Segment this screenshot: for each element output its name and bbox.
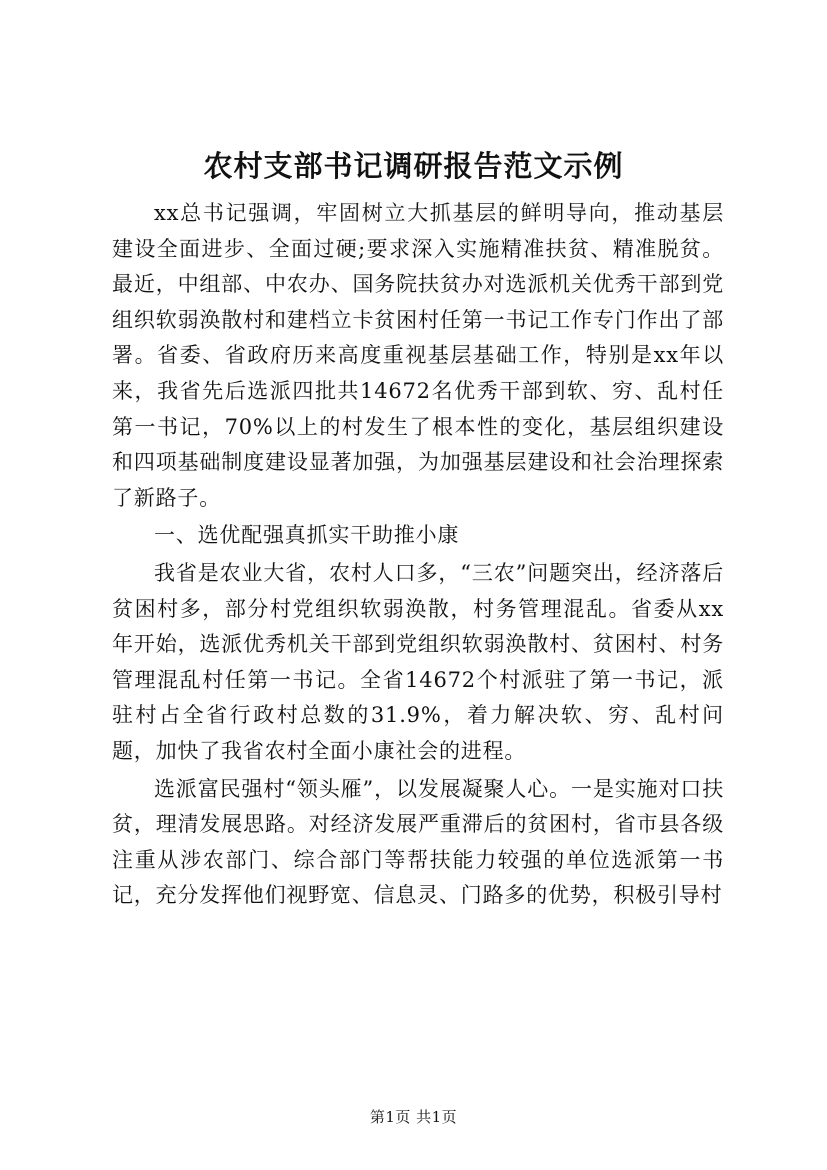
section-heading: 一、选优配强真抓实干助推小康 [154, 523, 460, 548]
document-body [112, 196, 724, 914]
paragraph-province: 我省是农业大省，农村人口多，“三农”问题突出，经济落后贫困村多，部分村党组织软弱涣散，村务管理混乱。省委从xx年开始，选派优秀机关干部到党组织软弱涣散村、贫困村、村务管理混乱村任第一书记。全省14672个村派驻了第一书记，派驻村占全省行政村总数的31.9%，着力解决软、穷、乱村问题，加快了我省农村全面小康社会的进程。 [112, 560, 724, 763]
paragraph-leaders: 选派富民强村“领头雁”，以发展凝聚人心。一是实施对口扶贫，理清发展思路。对经济发展严重滞后的贫困村，省市县各级注重从涉农部门、综合部门等帮扶能力较强的单位选派第一书记，充分发挥他们视野宽、信息灵、门路多的优势，积极引导村 [112, 776, 724, 908]
paragraph-intro: xx总书记强调，牢固树立大抓基层的鲜明导向，推动基层建设全面进步、全面过硬;要求深入实施精准扶贫、精准脱贫。最近，中组部、中农办、国务院扶贫办对选派机关优秀干部到党组织软弱涣散村和建档立卡贫困村任第一书记工作专门作出了部署。省委、省政府历来高度重视基层基础工作，特别是xx年以来，我省先后选派四批共14672名优秀干部到软、穷、乱村任第一书记，70%以上的村发生了根本性的变化，基层组织建设和四项基础制度建设显著加强，为加强基层建设和社会治理探索了新路子。 [112, 201, 724, 510]
page-footer: 第1页 共1页 [369, 1108, 458, 1126]
document-title: 农村支部书记调研报告范文示例 [203, 149, 624, 183]
